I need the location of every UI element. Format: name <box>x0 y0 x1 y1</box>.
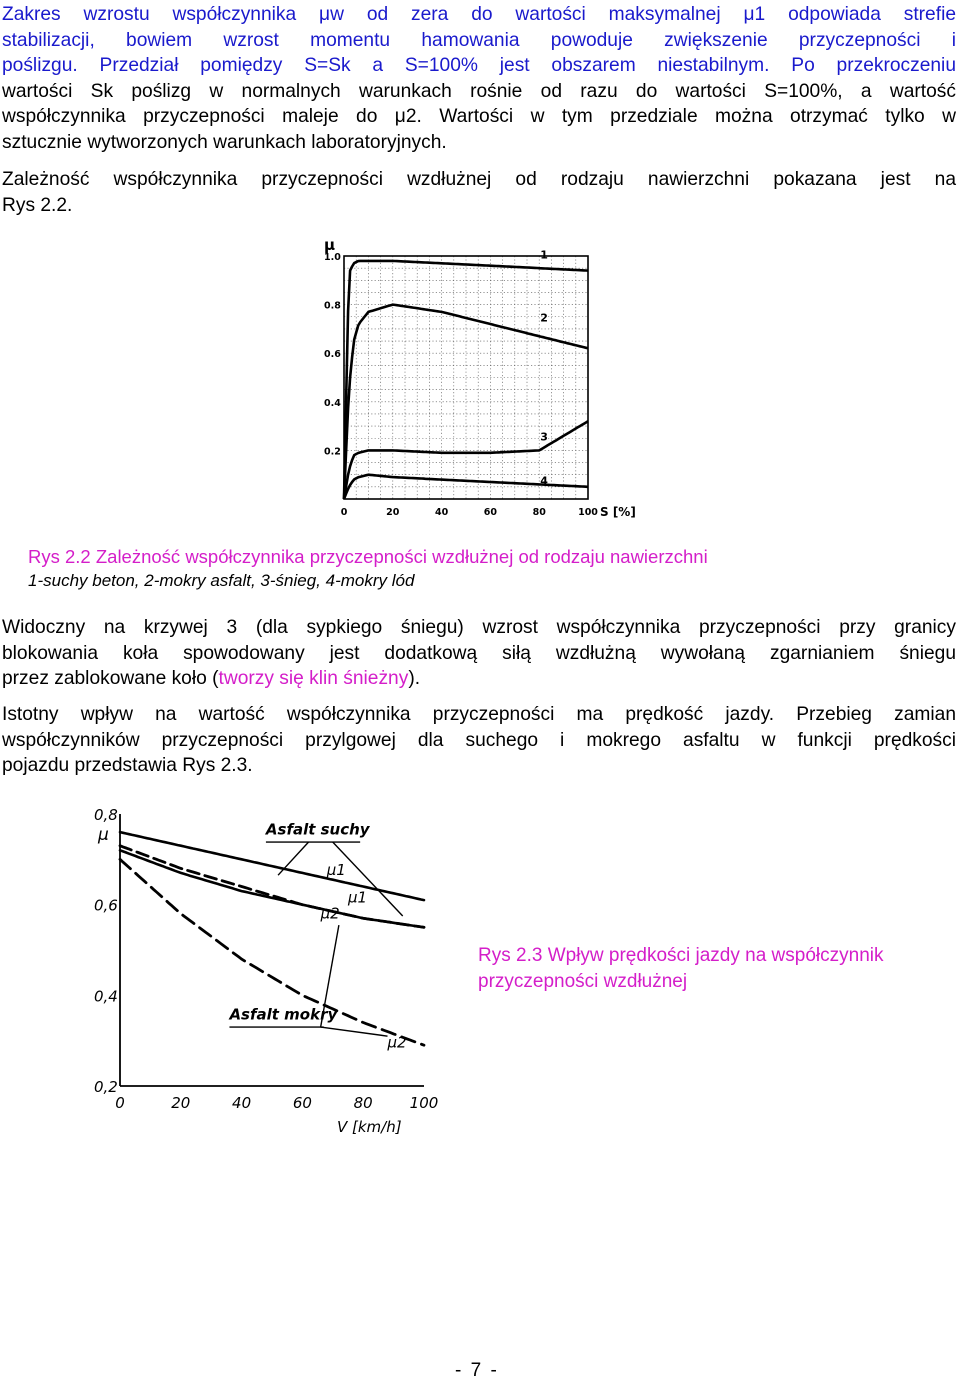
y-axis-label: μ <box>98 825 109 845</box>
x-tick-label: 0 <box>340 507 348 518</box>
x-tick-label: 40 <box>434 507 449 518</box>
x-tick-label: 80 <box>353 1094 373 1112</box>
y-tick-label: 1.0 <box>324 252 341 263</box>
y-tick-label: 0.2 <box>324 446 341 458</box>
curve-label-4: 4 <box>540 474 548 488</box>
x-tick-label: 100 <box>409 1094 439 1112</box>
figure-2-2-caption: Rys 2.2 Zależność współczynnika przyczepności wzdłużnej od rodzaju nawierzchni <box>28 546 708 567</box>
x-tick-label: 40 <box>232 1094 252 1112</box>
text-line <box>2 666 956 692</box>
leader-line <box>321 1027 388 1036</box>
caption-line: przyczepności wzdłużnej <box>478 971 688 992</box>
text-line: współczynnika przyczepności maleje do μ2. Wartości w tym przedziale można otrzymać tylko w <box>2 106 956 128</box>
x-axis-label: V [km/h] <box>336 1118 402 1136</box>
label-mu1: μ1 <box>348 888 368 907</box>
label-mu1: μ1 <box>326 861 346 880</box>
x-tick-label: 60 <box>483 507 498 518</box>
x-tick-label: 20 <box>171 1094 191 1112</box>
text-line: stabilizacji, bowiem wzrost momentu hamowania powoduje zwiększenie przyczepności i <box>2 29 956 51</box>
paragraph-surface-dependency <box>2 167 956 218</box>
paragraph-snow-curve <box>2 615 956 692</box>
x-tick-label: 0 <box>115 1094 125 1112</box>
y-tick-label: 0,2 <box>94 1078 118 1096</box>
x-tick-label: 60 <box>292 1094 312 1112</box>
curve-label-1: 1 <box>540 248 548 262</box>
text-line: wartości Sk poślizg w normalnych warunkach rośnie od razu do wartości S=100%, a wartość <box>2 80 956 102</box>
y-tick-label: 0.8 <box>324 300 341 312</box>
x-tick-label: 20 <box>386 507 400 518</box>
text-line: współczynników przyczepności przylgowej dla suchego i mokrego asfaltu w funkcji prędkości <box>2 729 956 751</box>
curve-series-1 <box>120 846 424 928</box>
text-line: poślizgu. Przedział pomiędzy S=Sk a S=100% jest obszarem niestabilnym. Po przekroczeniu <box>2 55 956 77</box>
figure-speed-chart <box>86 796 456 1146</box>
paragraph-stability <box>2 2 956 156</box>
caption-line: Rys 2.3 Wpływ prędkości jazdy na współczynnik <box>478 945 884 966</box>
text-line: Widoczny na krzywej 3 (dla sypkiego śniegu) wzrost współczynnika przyczepności przy granicy <box>2 617 956 638</box>
y-axis-label: μ <box>324 236 336 254</box>
chart-axes <box>120 814 424 1086</box>
x-axis-label: S [%] <box>600 505 636 518</box>
text-line: Zależność współczynnika przyczepności wzdłużnej od rodzaju nawierzchni pokazana jest na <box>2 169 956 190</box>
text-line: sztucznie wytworzonych warunkach laboratoryjnych. <box>2 131 447 153</box>
text-line: pojazdu przedstawia Rys 2.3. <box>2 755 253 777</box>
chart-grid <box>344 256 588 499</box>
figure-slip-chart <box>300 228 650 518</box>
label-mu2: μ2 <box>320 904 340 923</box>
text-line: Rys 2.2. <box>2 194 73 216</box>
text-fragment: ). <box>408 668 421 690</box>
figure-2-2-subcaption: 1-suchy beton, 2-mokry asfalt, 3-śnieg, 4-mokry lód <box>28 571 415 590</box>
page-number: - 7 - <box>455 1360 499 1381</box>
text-line: blokowania koła spowodowany jest dodatkową siłą wzdłużną wywołaną zgarnianiem śniegu <box>2 642 956 664</box>
y-tick-label: 0.4 <box>324 397 341 409</box>
curve-1 <box>344 261 588 499</box>
y-tick-label: 0,6 <box>94 896 118 915</box>
text-line: Zakres wzrostu współczynnika μw od zera do wartości maksymalnej μ1 odpowiada strefie <box>2 4 956 25</box>
y-tick-label: 0.6 <box>324 349 341 361</box>
text-fragment: przez zablokowane koło ( <box>2 668 219 690</box>
curve-label-2: 2 <box>540 311 548 325</box>
x-tick-label: 80 <box>532 507 546 518</box>
label-asfalt-suchy: Asfalt suchy <box>265 820 370 839</box>
y-tick-label: 0,4 <box>94 987 118 1006</box>
label-mu2: μ2 <box>387 1033 407 1052</box>
figure-2-3-caption <box>478 943 956 995</box>
chart-curves <box>344 261 588 499</box>
y-tick-label: 0,8 <box>94 806 118 824</box>
x-tick-label: 100 <box>578 507 598 518</box>
label-asfalt-mokry: Asfalt mokry <box>229 1005 338 1024</box>
curve-label-3: 3 <box>540 430 548 444</box>
snow-wedge-text: tworzy się klin śnieżny <box>218 668 409 690</box>
paragraph-speed-influence <box>2 702 956 779</box>
text-line: Istotny wpływ na wartość współczynnika przyczepności ma prędkość jazdy. Przebieg zamian <box>2 704 956 725</box>
